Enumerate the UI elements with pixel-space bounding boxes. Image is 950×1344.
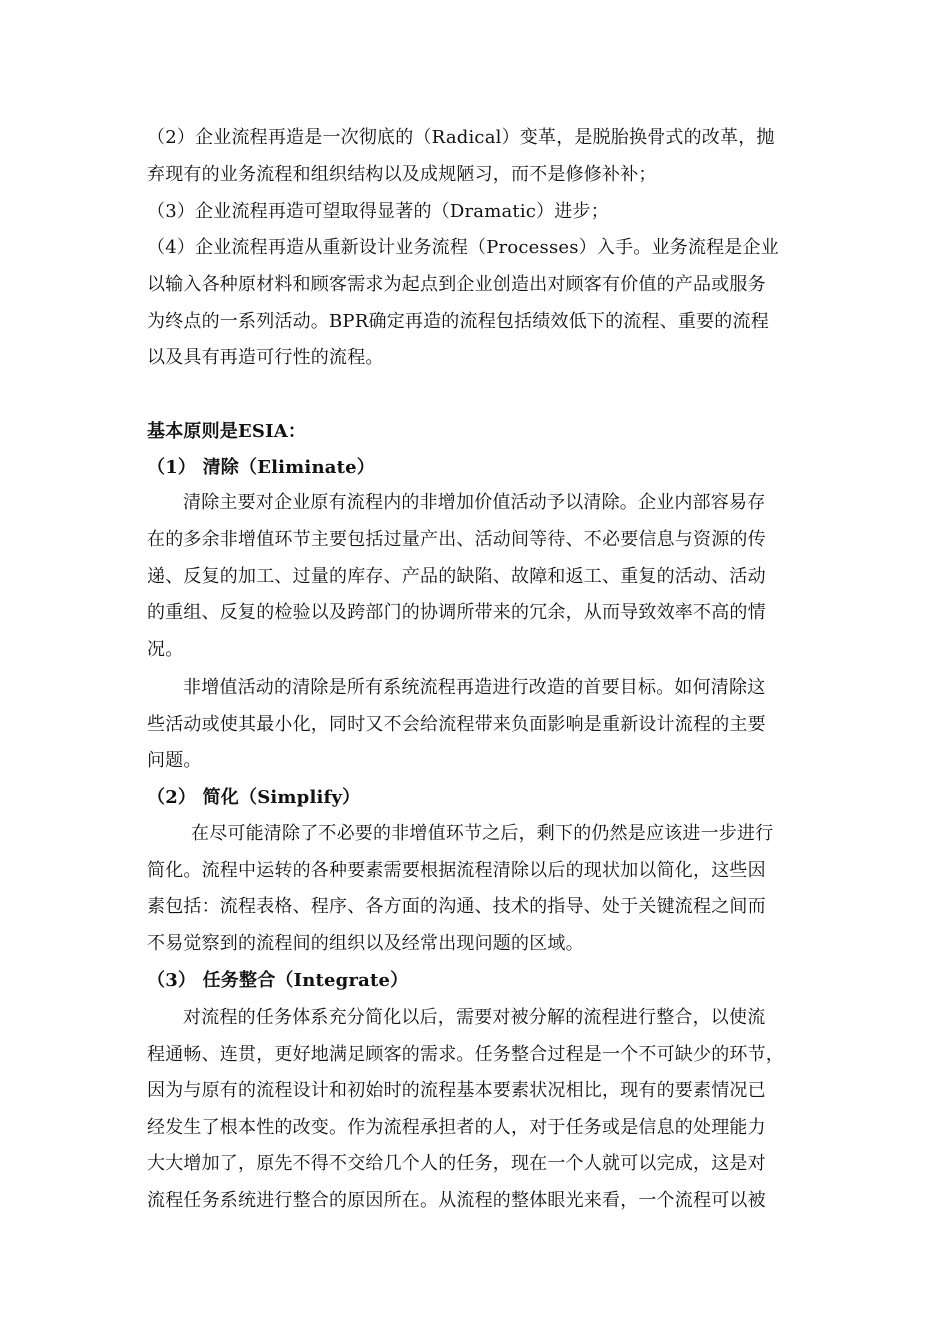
integrate-line: 程通畅、连贯，更好地满足顾客的需求。任务整合过程是一个不可缺少的环节， bbox=[147, 1044, 784, 1065]
integrate-line: 经发生了根本性的改变。作为流程承担者的人，对于任务或是信息的处理能力 bbox=[147, 1117, 766, 1138]
intro-line: 为终点的一系列活动。BPR确定再造的流程包括绩效低下的流程、重要的流程 bbox=[147, 311, 769, 332]
eliminate-line: 递、反复的加工、过量的库存、产品的缺陷、故障和返工、重复的活动、活动 bbox=[147, 566, 766, 587]
intro-line: 以及具有再造可行性的流程。 bbox=[147, 347, 384, 368]
intro-line: （4）企业流程再造从重新设计业务流程（Processes）入手。业务流程是企业 bbox=[147, 237, 779, 258]
eliminate-line: 况。 bbox=[147, 639, 184, 660]
simplify-line: 简化。流程中运转的各种要素需要根据流程清除以后的现状加以简化，这些因 bbox=[147, 860, 766, 881]
simplify-line: 在尽可能清除了不必要的非增值环节之后，剩下的仍然是应该进一步进行 bbox=[191, 823, 774, 844]
section-heading-eliminate: （1） 清除（Eliminate） bbox=[147, 457, 375, 478]
eliminate-line: 非增值活动的清除是所有系统流程再造进行改造的首要目标。如何清除这 bbox=[183, 677, 766, 698]
simplify-line: 素包括：流程表格、程序、各方面的沟通、技术的指导、处于关键流程之间而 bbox=[147, 896, 766, 917]
eliminate-line: 些活动或使其最小化，同时又不会给流程带来负面影响是重新设计流程的主要 bbox=[147, 714, 766, 735]
principles-heading: 基本原则是ESIA： bbox=[147, 421, 307, 442]
eliminate-line: 问题。 bbox=[147, 750, 202, 771]
intro-line: （2）企业流程再造是一次彻底的（Radical）变革，是脱胎换骨式的改革，抛 bbox=[147, 127, 775, 148]
intro-line: 以输入各种原材料和顾客需求为起点到企业创造出对顾客有价值的产品或服务 bbox=[147, 274, 766, 295]
integrate-line: 流程任务系统进行整合的原因所在。从流程的整体眼光来看，一个流程可以被 bbox=[147, 1190, 766, 1211]
eliminate-line: 的重组、反复的检验以及跨部门的协调所带来的冗余，从而导致效率不高的情 bbox=[147, 602, 766, 623]
integrate-line: 大大增加了，原先不得不交给几个人的任务，现在一个人就可以完成，这是对 bbox=[147, 1153, 766, 1174]
section-heading-simplify: （2） 简化（Simplify） bbox=[147, 787, 361, 808]
integrate-line: 对流程的任务体系充分简化以后，需要对被分解的流程进行整合，以使流 bbox=[183, 1007, 766, 1028]
intro-line: （3）企业流程再造可望取得显著的（Dramatic）进步； bbox=[147, 201, 609, 222]
intro-line: 弃现有的业务流程和组织结构以及成规陋习，而不是修修补补； bbox=[147, 164, 657, 185]
eliminate-line: 清除主要对企业原有流程内的非增加价值活动予以清除。企业内部容易存 bbox=[183, 492, 766, 513]
simplify-line: 不易觉察到的流程间的组织以及经常出现问题的区域。 bbox=[147, 933, 584, 954]
eliminate-line: 在的多余非增值环节主要包括过量产出、活动间等待、不必要信息与资源的传 bbox=[147, 529, 766, 550]
section-heading-integrate: （3） 任务整合（Integrate） bbox=[147, 970, 409, 991]
integrate-line: 因为与原有的流程设计和初始时的流程基本要素状况相比，现有的要素情况已 bbox=[147, 1080, 766, 1101]
